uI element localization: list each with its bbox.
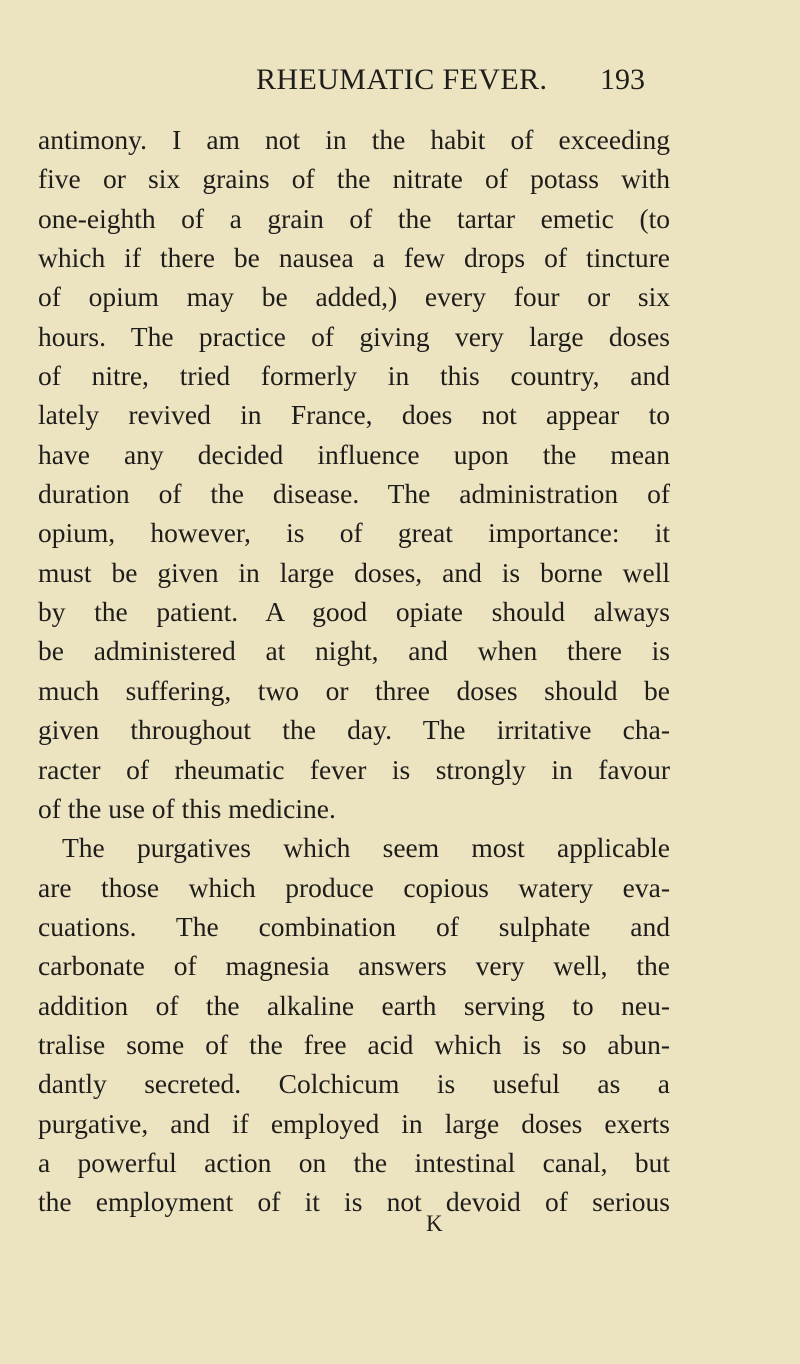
text-line: be administered at night, and when there is: [38, 635, 670, 667]
running-head: [0, 60, 800, 100]
text-line: the employment of it is not devoid of serious: [38, 1186, 670, 1218]
text-line: racter of rheumatic fever is strongly in favour: [38, 753, 670, 785]
text-line: a powerful action on the intestinal canal, but: [38, 1146, 670, 1178]
body-text: [38, 120, 670, 1222]
text-line: of opium may be added,) every four or six: [38, 281, 670, 313]
text-line: tralise some of the free acid which is so abun-: [38, 1028, 670, 1060]
text-line: by the patient. A good opiate should always: [38, 596, 670, 628]
text-line: hours. The practice of giving very large doses: [38, 320, 670, 352]
signature-mark: K: [426, 1211, 444, 1236]
text-line: much suffering, two or three doses should be: [38, 674, 670, 706]
text-line: have any decided influence upon the mean: [38, 438, 670, 470]
text-line: purgative, and if employed in large doses exerts: [38, 1107, 670, 1139]
text-line: given throughout the day. The irritative cha-: [38, 714, 670, 746]
text-line: antimony. I am not in the habit of exceeding: [38, 124, 670, 155]
running-title: RHEUMATIC FEVER.: [256, 63, 548, 96]
text-line: of nitre, tried formerly in this country, and: [38, 360, 670, 392]
text-line: carbonate of magnesia answers very well, the: [38, 950, 670, 982]
page-number: 193: [600, 63, 645, 96]
text-line: duration of the disease. The administration of: [38, 478, 670, 510]
text-line: must be given in large doses, and is borne well: [38, 556, 670, 588]
text-line: which if there be nausea a few drops of tincture: [38, 242, 670, 274]
text-line: of the use of this medicine.: [38, 792, 336, 824]
text-line: dantly secreted. Colchicum is useful as a: [38, 1068, 670, 1100]
text-line: cuations. The combination of sulphate and: [38, 910, 670, 942]
text-line: one-eighth of a grain of the tartar emetic (to: [38, 202, 670, 234]
text-line: The purgatives which seem most applicable: [62, 832, 670, 864]
text-line: five or six grains of the nitrate of potass with: [38, 163, 670, 195]
text-line: are those which produce copious watery eva-: [38, 871, 670, 903]
text-line: addition of the alkaline earth serving to neu-: [38, 989, 670, 1021]
text-line: opium, however, is of great importance: it: [38, 517, 670, 549]
text-line: lately revived in France, does not appear to: [38, 399, 670, 431]
